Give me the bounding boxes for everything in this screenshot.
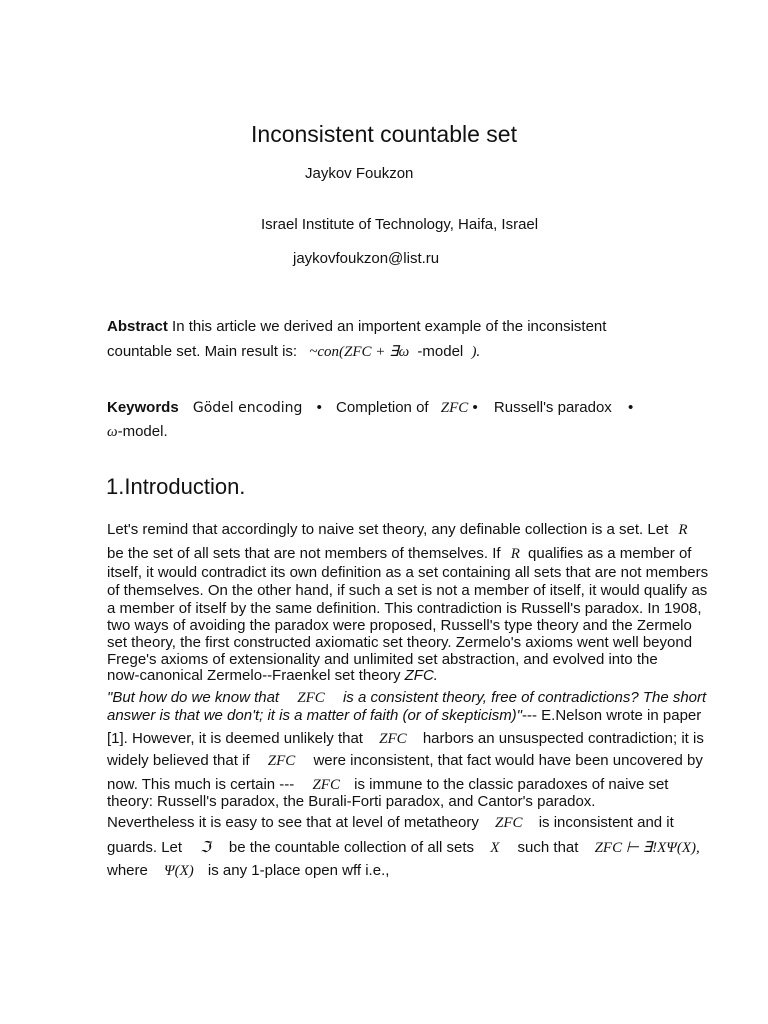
math-x: X bbox=[490, 840, 500, 856]
intro-line-5: a member of itself by the same definition. This contradiction is Russell's paradox. In 1908, bbox=[107, 600, 702, 617]
text: is immune to the classic paradoxes of naive set bbox=[354, 776, 669, 793]
intro-line-8: Frege's axioms of extensionality and unlimited set abstraction, and evolved into the bbox=[107, 651, 658, 668]
keywords-line bbox=[107, 399, 633, 417]
section-heading: 1.Introduction. bbox=[106, 474, 246, 499]
abstract-model: -model bbox=[417, 343, 464, 360]
text: now. This much is certain --- bbox=[107, 776, 295, 793]
keyword-omega: ω bbox=[107, 424, 118, 440]
math-zfc: ZFC bbox=[297, 690, 325, 706]
math-zfc: ZFC bbox=[267, 753, 296, 769]
paper-title: Inconsistent countable set bbox=[251, 121, 517, 147]
math-zfc: ZFC bbox=[495, 815, 523, 831]
author: Jaykov Foukzon bbox=[305, 165, 414, 182]
intro-line-2 bbox=[107, 545, 691, 563]
text: Nevertheless it is easy to see that at level of metatheory bbox=[107, 814, 479, 831]
abstract-line-1 bbox=[107, 318, 606, 335]
keyword-model: -model. bbox=[117, 423, 168, 440]
intro-line-6: two ways of avoiding the paradox were proposed, Russell's type theory and the Zermelo bbox=[107, 617, 692, 634]
abstract-label: Abstract bbox=[107, 318, 168, 335]
keyword-bullet: • bbox=[316, 399, 322, 416]
math-zfc: ZFC bbox=[312, 777, 340, 793]
text: where bbox=[107, 862, 148, 879]
text: be the set of all sets that are not members of themselves. If bbox=[107, 545, 501, 562]
text-zfc: ZFC. bbox=[404, 667, 438, 684]
intro-line-14 bbox=[107, 776, 668, 794]
intro-line-10 bbox=[107, 689, 706, 707]
math-r: R bbox=[510, 546, 520, 562]
text: be the countable collection of all sets bbox=[228, 839, 475, 856]
text: qualifies as a member of bbox=[528, 545, 692, 562]
keyword-completion: Completion of bbox=[336, 399, 429, 416]
text: is any 1-place open wff i.e., bbox=[207, 862, 390, 879]
intro-line-9 bbox=[107, 667, 438, 684]
math-formula: ZFC ⊢ ∃!XΨ(X), bbox=[594, 840, 700, 856]
keyword-godel: Gödel encoding bbox=[192, 400, 303, 416]
text: Let's remind that accordingly to naive set theory, any definable collection is a set. Let bbox=[107, 521, 669, 538]
text: "But how do we know that bbox=[107, 689, 280, 706]
text: [1]. However, it is deemed unlikely that bbox=[107, 730, 363, 747]
intro-line-15: theory: Russell's paradox, the Burali-Forti paradox, and Cantor's paradox. bbox=[107, 793, 596, 810]
affiliation: Israel Institute of Technology, Haifa, Israel bbox=[261, 216, 539, 233]
abstract-close: ). bbox=[471, 344, 481, 360]
quote-text: answer is that we don't; it is a matter of faith (or of skepticism)" bbox=[107, 707, 523, 724]
math-psi: Ψ(X) bbox=[164, 863, 194, 879]
abstract-line-2 bbox=[107, 342, 480, 361]
keywords-label: Keywords bbox=[107, 399, 179, 416]
keyword-russell: Russell's paradox bbox=[493, 399, 612, 416]
math-zfc: ZFC bbox=[379, 731, 407, 747]
keyword-bullet-2: • bbox=[472, 399, 478, 416]
intro-line-17 bbox=[107, 838, 700, 857]
keyword-zfc: ZFC bbox=[440, 400, 469, 416]
text: guards. Let bbox=[107, 839, 183, 856]
keywords-line-2 bbox=[107, 423, 168, 441]
intro-line-1 bbox=[107, 521, 688, 539]
abstract-math: ~con(ZFC + ∃ω bbox=[309, 344, 410, 360]
keyword-bullet-3: • bbox=[627, 399, 634, 416]
text: harbors an unsuspected contradiction; it is bbox=[422, 730, 704, 747]
intro-line-13 bbox=[107, 752, 703, 770]
abstract-text-2: countable set. Main result is: bbox=[107, 343, 298, 360]
intro-line-7: set theory, the first constructed axiomatic set theory. Zermelo's axioms went well beyond bbox=[107, 634, 693, 651]
text: now-canonical Zermelo--Fraenkel set theory bbox=[107, 667, 401, 684]
text: widely believed that if bbox=[107, 752, 250, 769]
math-frak-i: ℑ bbox=[200, 840, 211, 856]
text: were inconsistent, that fact would have been uncovered by bbox=[313, 752, 703, 769]
intro-line-18 bbox=[107, 862, 389, 880]
text: --- E.Nelson wrote in paper bbox=[522, 707, 702, 724]
abstract-text: In this article we derived an importent example of the inconsistent bbox=[172, 318, 607, 335]
intro-line-3: itself, it would contradict its own definition as a set containing all sets that are not members bbox=[107, 564, 709, 581]
text: such that bbox=[517, 839, 579, 856]
intro-line-16 bbox=[107, 814, 674, 832]
intro-line-12 bbox=[107, 730, 704, 748]
text: is inconsistent and it bbox=[538, 814, 674, 831]
intro-line-4: of themselves. On the other hand, if such a set is not a member of itself, it would qualify as bbox=[107, 582, 708, 599]
math-r: R bbox=[678, 522, 688, 538]
text: is a consistent theory, free of contradictions? The short bbox=[342, 689, 707, 706]
email: jaykovfoukzon@list.ru bbox=[293, 250, 440, 267]
intro-line-11 bbox=[107, 707, 701, 724]
